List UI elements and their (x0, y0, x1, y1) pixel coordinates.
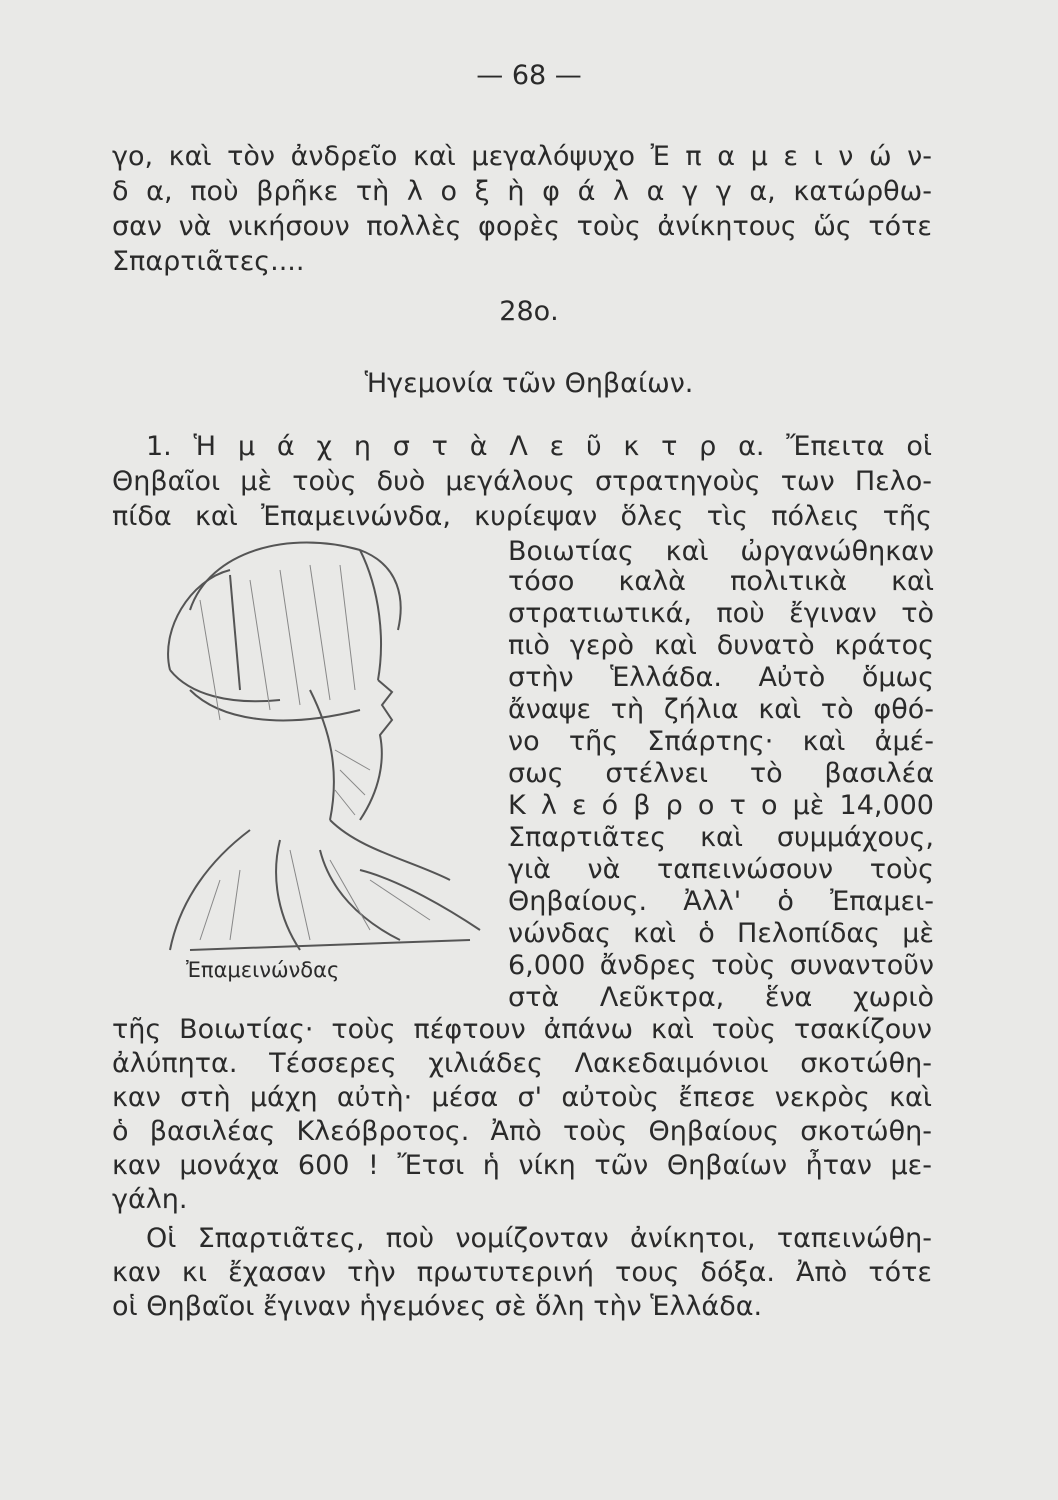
paragraph-line: 1. Ἡ μ ά χ η σ τ ὰ Λ ε ῦ κ τ ρ α. Ἔπειτα οἱ (146, 431, 932, 462)
paragraph-line: πίδα καὶ Ἐπαμεινώνδα, κυρίεψαν ὅλες τὶς πόλεις τῆς (112, 501, 932, 532)
intro-line: Σπαρτιᾶτες.... (112, 246, 305, 277)
wrapped-line: νώνδας καὶ ὁ Πελοπίδας μὲ (508, 918, 934, 949)
paragraph-line: ἀλύπητα. Τέσσερες χιλιάδες Λακεδαιμόνιοι σκοτώθη- (112, 1048, 932, 1079)
paragraph-line: καν μονάχα 600 ! Ἔτσι ἡ νίκη τῶν Θηβαίων ἦταν με- (112, 1150, 932, 1181)
wrapped-line: στὴν Ἑλλάδα. Αὐτὸ ὅμως (508, 662, 934, 693)
intro-line: δ α, ποὺ βρῆκε τὴ λ ο ξ ὴ φ ά λ α γ γ α, κατώρθω- (112, 176, 932, 207)
paragraph-line: Θηβαῖοι μὲ τοὺς δυὸ μεγάλους στρατηγοὺς των Πελο- (112, 466, 932, 497)
section-title: Ἡγεμονία τῶν Θηβαίων. (364, 368, 694, 399)
section-number: 28ο. (499, 296, 559, 327)
intro-line: σαν νὰ νικήσουν πολλὲς φορὲς τοὺς ἀνίκητους ὥς τότε (112, 211, 932, 242)
wrapped-line: στὰ Λεῦκτρα, ἕνα χωριὸ (508, 982, 934, 1013)
epaminondas-portrait-image (130, 520, 490, 960)
wrapped-line: Βοιωτίας καὶ ὠργανώθηκαν (508, 536, 934, 567)
wrapped-line: νο τῆς Σπάρτης· καὶ ἀμέ- (508, 726, 934, 757)
paragraph-line: γάλη. (112, 1184, 188, 1215)
wrapped-line: Θηβαίους. Ἀλλ' ὁ Ἐπαμει- (508, 886, 934, 917)
wrapped-line: 6,000 ἄνδρες τοὺς συναντοῦν (508, 950, 934, 981)
wrapped-line: πιὸ γερὸ καὶ δυνατὸ κράτος (508, 630, 934, 661)
paragraph-line: καν στὴ μάχη αὐτὴ· μέσα σ' αὐτοὺς ἔπεσε νεκρὸς καὶ (112, 1082, 932, 1113)
paragraph-line: οἱ Θηβαῖοι ἔγιναν ἡγεμόνες σὲ ὅλη τὴν Ἑλλάδα. (112, 1291, 763, 1322)
paragraph-line: καν κι ἔχασαν τὴν πρωτυτερινή τους δόξα. Ἀπὸ τότε (112, 1257, 932, 1288)
paragraph-line: τῆς Βοιωτίας· τοὺς πέφτουν ἀπάνω καὶ τοὺς τσακίζουν (112, 1014, 932, 1045)
paragraph-line: ὁ βασιλέας Κλεόβροτος. Ἀπὸ τοὺς Θηβαίους σκοτώθη- (112, 1116, 932, 1147)
page-number: — 68 — (476, 60, 582, 91)
wrapped-line: Σπαρτιᾶτες καὶ συμμάχους, (508, 822, 934, 853)
wrapped-line: σως στέλνει τὸ βασιλέα (508, 758, 934, 789)
intro-line: γο, καὶ τὸν ἀνδρεῖο καὶ μεγαλόψυχο Ἐ π α μ ε ι ν ώ ν- (112, 141, 932, 172)
wrapped-line: στρατιωτικά, ποὺ ἔγιναν τὸ (508, 598, 934, 629)
image-caption: Ἐπαμεινώνδας (186, 958, 340, 982)
wrapped-line: τόσο καλὰ πολιτικὰ καὶ (508, 566, 934, 597)
wrapped-line: γιὰ νὰ ταπεινώσουν τοὺς (508, 854, 934, 885)
paragraph-line: Οἱ Σπαρτιᾶτες, ποὺ νομίζονταν ἀνίκητοι, ταπεινώθη- (146, 1223, 932, 1254)
wrapped-line: Κ λ ε ό β ρ ο τ ο μὲ 14,000 (508, 790, 934, 821)
wrapped-line: ἄναψε τὴ ζήλια καὶ τὸ φθό- (508, 694, 934, 725)
